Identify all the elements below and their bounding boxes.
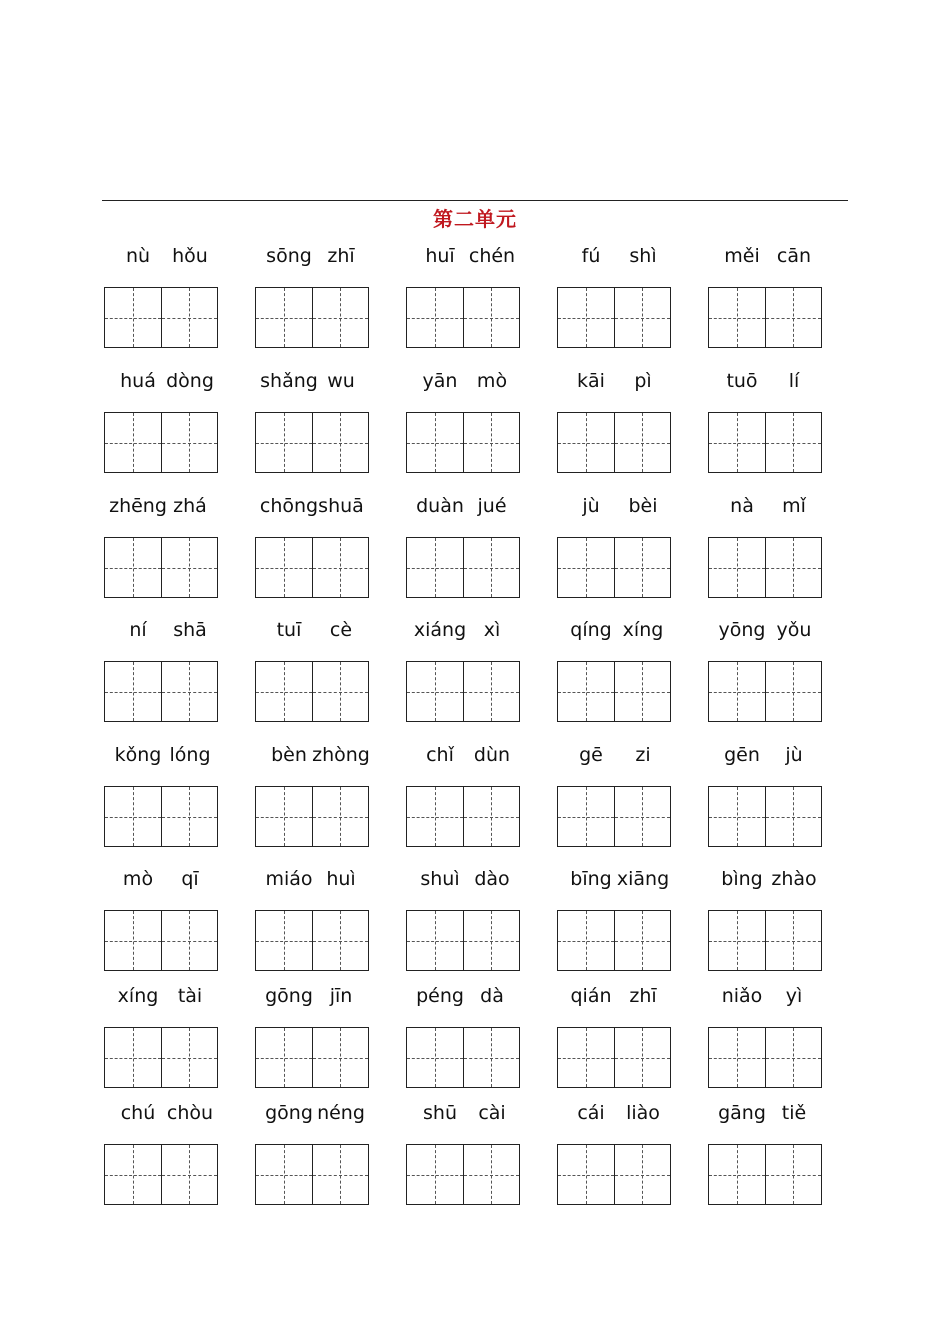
pinyin-label	[557, 619, 708, 647]
writing-boxes	[104, 661, 218, 722]
pinyin-syllable-2: lí	[788, 370, 800, 392]
tian-zi-ge-cell[interactable]	[614, 1028, 671, 1087]
word-item	[255, 985, 406, 1013]
pinyin-syllable-2: wu	[327, 370, 355, 392]
pinyin-syllable-2: zhào	[771, 868, 817, 890]
pinyin-label	[708, 245, 859, 273]
pinyin-syllable-1: tuō	[726, 370, 758, 392]
writing-boxes	[708, 786, 822, 847]
pinyin-syllable-2: qī	[181, 868, 199, 890]
pinyin-label	[708, 1102, 859, 1130]
writing-boxes	[557, 661, 671, 722]
pinyin-syllable-1: huī	[425, 245, 455, 267]
pinyin-label	[406, 1102, 557, 1130]
tian-zi-ge-cell[interactable]	[161, 787, 218, 846]
tian-zi-ge-cell[interactable]	[614, 662, 671, 721]
writing-boxes	[557, 786, 671, 847]
word-item	[406, 744, 557, 772]
word-item	[557, 245, 708, 273]
pinyin-syllable-2: tài	[177, 985, 203, 1007]
pinyin-syllable-1: qíng	[570, 619, 612, 641]
tian-zi-ge-cell[interactable]	[256, 1028, 312, 1087]
pinyin-syllable-1: cái	[577, 1102, 605, 1124]
writing-boxes	[406, 412, 520, 473]
pinyin-syllable-2: zi	[635, 744, 651, 766]
word-item	[255, 744, 406, 772]
writing-boxes	[104, 412, 218, 473]
tian-zi-ge-cell[interactable]	[614, 288, 671, 347]
word-item	[104, 1102, 255, 1130]
tian-zi-ge-cell[interactable]	[558, 662, 614, 721]
writing-boxes	[255, 1027, 369, 1088]
tian-zi-ge-cell[interactable]	[558, 538, 614, 597]
pinyin-label	[104, 495, 255, 523]
tian-zi-ge-cell[interactable]	[463, 1028, 520, 1087]
tian-zi-ge-cell[interactable]	[105, 911, 161, 970]
pinyin-syllable-1: qián	[570, 985, 612, 1007]
tian-zi-ge-cell[interactable]	[161, 662, 218, 721]
pinyin-label	[255, 495, 406, 523]
tian-zi-ge-cell[interactable]	[161, 1028, 218, 1087]
pinyin-label	[557, 245, 708, 273]
word-item	[708, 245, 859, 273]
word-item	[557, 370, 708, 398]
writing-boxes	[255, 910, 369, 971]
tian-zi-ge-cell[interactable]	[709, 787, 765, 846]
writing-boxes	[104, 1027, 218, 1088]
writing-boxes	[255, 412, 369, 473]
pinyin-label	[255, 1102, 406, 1130]
pinyin-syllable-2: dòng	[166, 370, 214, 392]
tian-zi-ge-cell[interactable]	[256, 538, 312, 597]
pinyin-label	[557, 744, 708, 772]
pinyin-syllable-2: zhī	[327, 245, 355, 267]
word-item	[406, 985, 557, 1013]
top-rule	[102, 200, 848, 201]
pinyin-syllable-2: dà	[480, 985, 504, 1007]
pinyin-syllable-1: sōng	[266, 245, 312, 267]
tian-zi-ge-cell[interactable]	[558, 911, 614, 970]
pinyin-syllable-1: zhēng	[109, 495, 167, 517]
pinyin-syllable-1: shū	[423, 1102, 457, 1124]
pinyin-syllable-2: chén	[468, 245, 516, 267]
pinyin-syllable-1: fú	[581, 245, 601, 267]
pinyin-syllable-1: bìng	[721, 868, 763, 890]
word-item	[557, 985, 708, 1013]
pinyin-label	[406, 245, 557, 273]
pinyin-syllable-2: cài	[478, 1102, 506, 1124]
pinyin-label	[557, 868, 708, 896]
tian-zi-ge-cell[interactable]	[407, 1145, 463, 1204]
pinyin-label	[406, 985, 557, 1013]
word-item	[104, 985, 255, 1013]
word-item	[406, 1102, 557, 1130]
pinyin-label	[104, 1102, 255, 1130]
tian-zi-ge-cell[interactable]	[558, 1028, 614, 1087]
tian-zi-ge-cell[interactable]	[765, 413, 822, 472]
tian-zi-ge-cell[interactable]	[105, 1145, 161, 1204]
tian-zi-ge-cell[interactable]	[105, 288, 161, 347]
word-item	[255, 495, 406, 523]
pinyin-syllable-1: kǒng	[114, 744, 162, 766]
pinyin-syllable-1: xiáng	[413, 619, 467, 641]
pinyin-syllable-2: néng	[317, 1102, 365, 1124]
pinyin-syllable-1: xíng	[117, 985, 159, 1007]
pinyin-syllable-2: yì	[785, 985, 803, 1007]
writing-boxes	[104, 786, 218, 847]
pinyin-syllable-1: yān	[422, 370, 458, 392]
writing-boxes	[406, 786, 520, 847]
pinyin-label	[557, 1102, 708, 1130]
word-item	[104, 868, 255, 896]
tian-zi-ge-cell[interactable]	[614, 787, 671, 846]
writing-boxes	[406, 537, 520, 598]
pinyin-syllable-2: zhòng	[312, 744, 370, 766]
pinyin-label	[255, 985, 406, 1013]
tian-zi-ge-cell[interactable]	[558, 1145, 614, 1204]
writing-boxes	[255, 287, 369, 348]
pinyin-syllable-2: cè	[329, 619, 353, 641]
pinyin-syllable-1: mò	[122, 868, 154, 890]
pinyin-syllable-1: duàn	[416, 495, 464, 517]
tian-zi-ge-cell[interactable]	[765, 1028, 822, 1087]
word-item	[104, 744, 255, 772]
word-item	[255, 245, 406, 273]
word-item	[104, 245, 255, 273]
tian-zi-ge-cell[interactable]	[614, 1145, 671, 1204]
pinyin-label	[406, 619, 557, 647]
tian-zi-ge-cell[interactable]	[709, 288, 765, 347]
writing-boxes	[557, 412, 671, 473]
pinyin-syllable-1: jù	[582, 495, 600, 517]
writing-boxes	[406, 661, 520, 722]
word-item	[557, 868, 708, 896]
pinyin-label	[104, 868, 255, 896]
tian-zi-ge-cell[interactable]	[407, 288, 463, 347]
pinyin-label	[708, 495, 859, 523]
tian-zi-ge-cell[interactable]	[312, 911, 369, 970]
word-item	[104, 619, 255, 647]
word-item	[708, 619, 859, 647]
pinyin-syllable-2: chòu	[166, 1102, 214, 1124]
tian-zi-ge-cell[interactable]	[312, 1145, 369, 1204]
pinyin-syllable-1: huá	[120, 370, 156, 392]
tian-zi-ge-cell[interactable]	[709, 911, 765, 970]
writing-boxes	[557, 287, 671, 348]
tian-zi-ge-cell[interactable]	[256, 288, 312, 347]
tian-zi-ge-cell[interactable]	[463, 1145, 520, 1204]
tian-zi-ge-cell[interactable]	[105, 413, 161, 472]
pinyin-syllable-1: chōng	[259, 495, 319, 517]
tian-zi-ge-cell[interactable]	[105, 1028, 161, 1087]
word-item	[708, 370, 859, 398]
tian-zi-ge-cell[interactable]	[105, 787, 161, 846]
pinyin-syllable-1: kāi	[577, 370, 605, 392]
writing-boxes	[708, 537, 822, 598]
pinyin-label	[255, 370, 406, 398]
pinyin-syllable-2: mǐ	[782, 495, 806, 517]
writing-boxes	[255, 786, 369, 847]
tian-zi-ge-cell[interactable]	[161, 288, 218, 347]
pinyin-label	[104, 619, 255, 647]
tian-zi-ge-cell[interactable]	[614, 911, 671, 970]
pinyin-syllable-1: chú	[120, 1102, 156, 1124]
pinyin-syllable-2: cān	[776, 245, 812, 267]
pinyin-syllable-2: hǒu	[172, 245, 208, 267]
word-item	[406, 245, 557, 273]
tian-zi-ge-cell[interactable]	[312, 288, 369, 347]
pinyin-label	[708, 985, 859, 1013]
pinyin-label	[255, 868, 406, 896]
pinyin-label	[557, 370, 708, 398]
writing-boxes	[708, 1144, 822, 1205]
tian-zi-ge-cell[interactable]	[312, 1028, 369, 1087]
tian-zi-ge-cell[interactable]	[161, 1145, 218, 1204]
writing-boxes	[406, 287, 520, 348]
pinyin-syllable-1: gēn	[724, 744, 760, 766]
pinyin-label	[255, 245, 406, 273]
pinyin-syllable-1: gōng	[265, 985, 313, 1007]
pinyin-syllable-1: nà	[730, 495, 754, 517]
writing-boxes	[557, 1144, 671, 1205]
tian-zi-ge-cell[interactable]	[407, 787, 463, 846]
word-item	[557, 495, 708, 523]
word-item	[104, 495, 255, 523]
writing-boxes	[708, 287, 822, 348]
pinyin-syllable-1: yōng	[718, 619, 766, 641]
pinyin-label	[406, 370, 557, 398]
writing-boxes	[708, 1027, 822, 1088]
tian-zi-ge-cell[interactable]	[709, 1145, 765, 1204]
tian-zi-ge-cell[interactable]	[709, 662, 765, 721]
tian-zi-ge-cell[interactable]	[161, 911, 218, 970]
pinyin-syllable-2: dào	[474, 868, 510, 890]
pinyin-syllable-1: nù	[125, 245, 151, 267]
pinyin-syllable-1: chǐ	[426, 744, 454, 766]
tian-zi-ge-cell[interactable]	[407, 662, 463, 721]
writing-boxes	[557, 910, 671, 971]
tian-zi-ge-cell[interactable]	[256, 413, 312, 472]
pinyin-syllable-1: niǎo	[721, 985, 763, 1007]
pinyin-syllable-2: xíng	[622, 619, 664, 641]
tian-zi-ge-cell[interactable]	[765, 288, 822, 347]
pinyin-syllable-1: shǎng	[260, 370, 318, 392]
tian-zi-ge-cell[interactable]	[407, 538, 463, 597]
pinyin-syllable-2: shā	[173, 619, 207, 641]
tian-zi-ge-cell[interactable]	[709, 538, 765, 597]
tian-zi-ge-cell[interactable]	[256, 911, 312, 970]
pinyin-syllable-2: pì	[634, 370, 652, 392]
writing-boxes	[406, 910, 520, 971]
pinyin-syllable-2: xiāng	[616, 868, 670, 890]
tian-zi-ge-cell[interactable]	[614, 538, 671, 597]
pinyin-syllable-1: ní	[129, 619, 147, 641]
tian-zi-ge-cell[interactable]	[407, 911, 463, 970]
pinyin-syllable-2: zhī	[629, 985, 657, 1007]
word-item	[406, 619, 557, 647]
word-item	[104, 370, 255, 398]
pinyin-syllable-1: miáo	[265, 868, 313, 890]
tian-zi-ge-cell[interactable]	[709, 413, 765, 472]
word-item	[708, 744, 859, 772]
tian-zi-ge-cell[interactable]	[312, 413, 369, 472]
pinyin-syllable-1: gē	[579, 744, 603, 766]
tian-zi-ge-cell[interactable]	[105, 538, 161, 597]
pinyin-syllable-1: gōng	[265, 1102, 313, 1124]
writing-boxes	[406, 1144, 520, 1205]
pinyin-syllable-1: tuī	[276, 619, 302, 641]
word-item	[406, 868, 557, 896]
pinyin-syllable-1: shuì	[420, 868, 460, 890]
tian-zi-ge-cell[interactable]	[463, 538, 520, 597]
tian-zi-ge-cell[interactable]	[463, 911, 520, 970]
tian-zi-ge-cell[interactable]	[463, 787, 520, 846]
pinyin-label	[104, 985, 255, 1013]
tian-zi-ge-cell[interactable]	[614, 413, 671, 472]
pinyin-label	[255, 744, 406, 772]
word-item	[708, 985, 859, 1013]
tian-zi-ge-cell[interactable]	[161, 538, 218, 597]
tian-zi-ge-cell[interactable]	[765, 911, 822, 970]
writing-boxes	[104, 537, 218, 598]
pinyin-label	[104, 370, 255, 398]
pinyin-syllable-2: jué	[477, 495, 507, 517]
tian-zi-ge-cell[interactable]	[105, 662, 161, 721]
pinyin-label	[708, 619, 859, 647]
writing-boxes	[255, 537, 369, 598]
writing-boxes	[557, 537, 671, 598]
tian-zi-ge-cell[interactable]	[312, 787, 369, 846]
tian-zi-ge-cell[interactable]	[765, 662, 822, 721]
pinyin-syllable-2: dùn	[473, 744, 511, 766]
tian-zi-ge-cell[interactable]	[558, 288, 614, 347]
pinyin-syllable-2: zhá	[173, 495, 207, 517]
pinyin-label	[557, 985, 708, 1013]
writing-boxes	[708, 910, 822, 971]
pinyin-syllable-2: yǒu	[776, 619, 812, 641]
word-item	[255, 370, 406, 398]
pinyin-label	[708, 868, 859, 896]
pinyin-label	[406, 495, 557, 523]
pinyin-label	[406, 868, 557, 896]
pinyin-syllable-2: huì	[326, 868, 356, 890]
pinyin-syllable-1: bīng	[570, 868, 612, 890]
pinyin-syllable-2: jù	[785, 744, 803, 766]
pinyin-syllable-1: gāng	[718, 1102, 766, 1124]
tian-zi-ge-cell[interactable]	[312, 538, 369, 597]
pinyin-label	[708, 370, 859, 398]
tian-zi-ge-cell[interactable]	[407, 1028, 463, 1087]
writing-boxes	[255, 1144, 369, 1205]
word-item	[406, 495, 557, 523]
word-item	[255, 619, 406, 647]
pinyin-label	[104, 245, 255, 273]
unit-title: 第二单元	[433, 207, 517, 231]
word-item	[255, 868, 406, 896]
word-item	[708, 1102, 859, 1130]
pinyin-syllable-2: tiě	[781, 1102, 807, 1124]
word-item	[255, 1102, 406, 1130]
pinyin-syllable-1: bèn	[271, 744, 307, 766]
writing-boxes	[104, 1144, 218, 1205]
word-item	[708, 495, 859, 523]
pinyin-syllable-1: měi	[724, 245, 760, 267]
pinyin-label	[708, 744, 859, 772]
pinyin-syllable-2: liào	[626, 1102, 660, 1124]
tian-zi-ge-cell[interactable]	[161, 413, 218, 472]
tian-zi-ge-cell[interactable]	[256, 662, 312, 721]
pinyin-syllable-2: lóng	[169, 744, 211, 766]
pinyin-syllable-2: jīn	[329, 985, 353, 1007]
tian-zi-ge-cell[interactable]	[256, 787, 312, 846]
writing-boxes	[557, 1027, 671, 1088]
word-item	[557, 744, 708, 772]
writing-boxes	[104, 910, 218, 971]
pinyin-syllable-2: xì	[483, 619, 501, 641]
pinyin-syllable-2: shuā	[318, 495, 364, 517]
tian-zi-ge-cell[interactable]	[463, 413, 520, 472]
tian-zi-ge-cell[interactable]	[709, 1028, 765, 1087]
word-item	[557, 1102, 708, 1130]
word-item	[708, 868, 859, 896]
writing-boxes	[708, 412, 822, 473]
tian-zi-ge-cell[interactable]	[765, 787, 822, 846]
pinyin-label	[557, 495, 708, 523]
pinyin-label	[406, 744, 557, 772]
pinyin-syllable-1: péng	[416, 985, 464, 1007]
pinyin-syllable-2: shì	[629, 245, 657, 267]
pinyin-syllable-2: mò	[476, 370, 508, 392]
tian-zi-ge-cell[interactable]	[407, 413, 463, 472]
tian-zi-ge-cell[interactable]	[312, 662, 369, 721]
writing-boxes	[708, 661, 822, 722]
writing-boxes	[104, 287, 218, 348]
tian-zi-ge-cell[interactable]	[765, 1145, 822, 1204]
pinyin-label	[104, 744, 255, 772]
tian-zi-ge-cell[interactable]	[558, 787, 614, 846]
writing-boxes	[255, 661, 369, 722]
tian-zi-ge-cell[interactable]	[765, 538, 822, 597]
tian-zi-ge-cell[interactable]	[558, 413, 614, 472]
tian-zi-ge-cell[interactable]	[256, 1145, 312, 1204]
word-item	[557, 619, 708, 647]
pinyin-label	[255, 619, 406, 647]
tian-zi-ge-cell[interactable]	[463, 288, 520, 347]
tian-zi-ge-cell[interactable]	[463, 662, 520, 721]
writing-boxes	[406, 1027, 520, 1088]
word-item	[406, 370, 557, 398]
pinyin-syllable-2: bèi	[628, 495, 658, 517]
